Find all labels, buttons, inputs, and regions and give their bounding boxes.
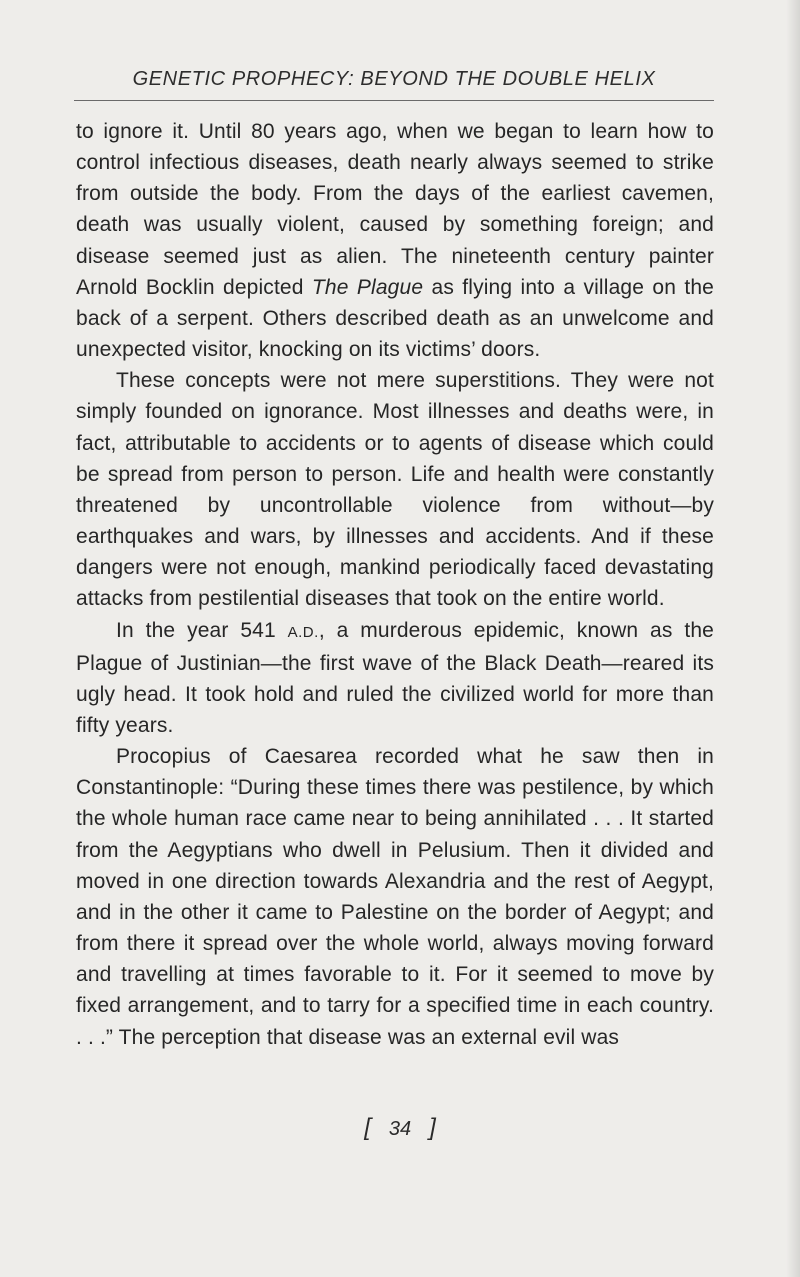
page-number: 34: [388, 1118, 412, 1140]
folio-close-bracket: ]: [429, 1114, 436, 1141]
page-folio: [0, 1114, 800, 1142]
header-rule: [74, 100, 714, 101]
paragraph-2: These concepts were not mere superstitions. They were not simply founded on ignorance. Most illnesses and deaths were, in fact, attributable to accidents or to agents of disease which could be spread from person to person. Life and health were constantly threatened by uncontrollable violence from without—by earthquakes and wars, by illnesses and accidents. And if these dangers were not enough, mankind periodically faced devastating attacks from pestilential diseases that took on the entire world.: [76, 369, 714, 611]
paragraph-1-text-a: to ignore it. Until 80 years ago, when we began to learn how to control infectious diseases, death nearly always seemed to strike from outside the body. From the days of the earliest cavemen, death was usually violent, caused by something foreign; and disease seemed just as alien. The nineteenth century painter Arnold Bocklin depicted: [76, 120, 714, 299]
artwork-title: The Plague: [311, 275, 424, 299]
paragraph-3-text-b: , a murderous epidemic, known as the Plague of Justinian—the first wave of the Black Death—reared its ugly head. It took hold and ruled the civilized world for more than fifty years.: [76, 618, 714, 737]
page-edge-shadow: [786, 0, 800, 1277]
paragraph-3: [76, 615, 714, 742]
era-abbreviation: A.D.: [287, 623, 319, 641]
paragraph-1-text-b: as flying into a village on the back of a serpent. Others described death as an unwelcome and unexpected visitor, knocking on its victims’ doors.: [76, 275, 714, 362]
body-text: [76, 116, 714, 1053]
paragraph-4: Procopius of Caesarea recorded what he saw then in Constantinople: “During these times there was pestilence, by which the whole human race came near to being annihilated . . . It started from the Aegyptians who dwell in Pelusium. Then it divided and moved in one direction towards Alexandria and the rest of Aegypt, and in the other it came to Palestine on the border of Aegypt; and from there it spread over the whole world, always moving forward and travelling at times favorable to it. For it seemed to move by fixed arrangement, and to tarry for a specified time in each country. . . .” The perception that disease was an external evil was: [76, 745, 714, 1049]
paragraph-3-text-a: In the year 541: [116, 618, 288, 642]
paragraph-1: [76, 116, 714, 365]
folio-open-bracket: [: [364, 1114, 371, 1141]
running-head-title: GENETIC PROPHECY: BEYOND THE DOUBLE HELIX: [132, 68, 656, 90]
